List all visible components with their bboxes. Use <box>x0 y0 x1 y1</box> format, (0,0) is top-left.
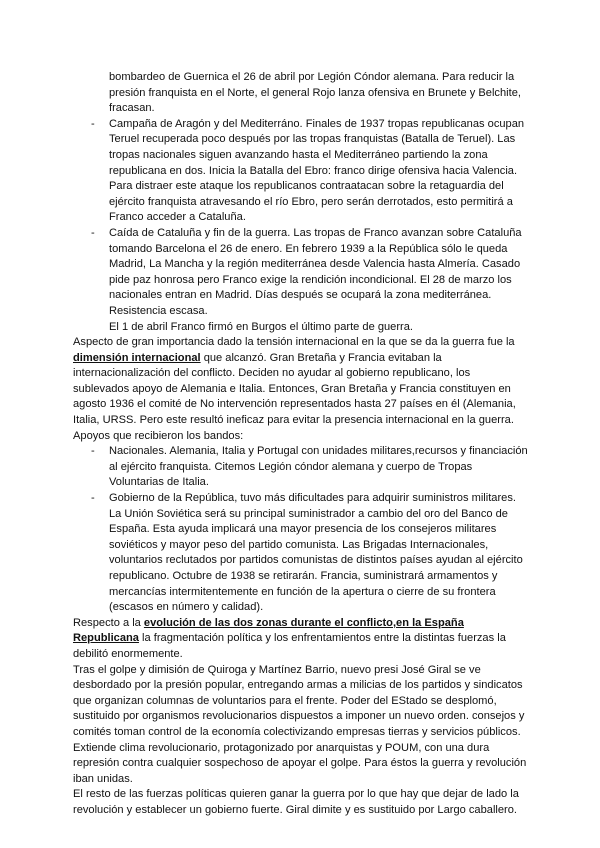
republic-highlight: evolución de las dos zonas durante el conflicto,en la España Republicana <box>73 616 464 645</box>
document-body <box>73 70 528 819</box>
republic-text-pre: Respecto a la <box>73 616 144 629</box>
dash-bullet: - <box>91 445 95 458</box>
dash-bullet: - <box>91 226 95 239</box>
end-note: El 1 de abril Franco firmó en Burgos el último parte de guerra. <box>109 320 413 333</box>
list-item <box>73 444 528 491</box>
supports-list <box>73 444 528 616</box>
list-item <box>73 226 528 320</box>
republic-text-post: la fragmentación política y los enfrentamientos entre la distintas fuerzas la debilitó enormemente. <box>73 632 506 660</box>
list-item-text: Caída de Cataluña y fin de la guerra. Las tropas de Franco avanzan sobre Cataluña tomando Barcelona el 26 de enero. En febrero 1939 a la República sólo le queda Madrid, La Mancha y la región mediterránea desde Valencia hasta Almería. Casado pide paz honrosa pero Franco exige la rendición incondicional. El 28 de marzo los nacionales entran en Madrid. Días después se ocupará la zona mediterránea. Resistencia escasa. <box>109 226 522 317</box>
largo-caballero-paragraph: El resto de las fuerzas políticas quieren ganar la guerra por lo que hay que dejar de lado la revolución y establecer un gobierno fuerte. Giral dimite y es sustituido por Largo caballero. <box>73 788 519 816</box>
list-item <box>73 117 528 226</box>
international-text-pre: Aspecto de gran importancia dado la tensión internacional en la que se da la guerra fue la <box>73 336 515 349</box>
list-item-text: Gobierno de la República, tuvo más dificultades para adquirir suministros militares. La Unión Soviética será su principal suministrador a cambio del oro del Banco de España. Esta ayuda implicará una mayor presencia de los consejeros militares soviéticos y mayor peso del partido comunista. Las Brigadas Internacionales, voluntarios reclutados por partidos comunistas de distintos países ayudan al ejército republicano. Octubre de 1938 se retirarán. Francia, suministrará armamentos y mercancías intermitentemente en función de la apertura o cierre de su frontera (escasos en número y calidad). <box>109 492 523 614</box>
list-item <box>73 491 528 616</box>
war-phases-list <box>73 117 528 320</box>
list-item-text: Campaña de Aragón y del Mediterráno. Finales de 1937 tropas republicanas ocupan Teruel recuperada poco después por las tropas franquistas (Batalla de Teruel). Las tropas nacionales siguen avanzando hasta el Mediterráneo partiendo la zona republicana en dos. Inicia la Batalla del Ebro: franco dirige ofensiva hacia Valencia. Para distraer este ataque los republicanos contraatacan sobre la retaguardia del ejército franquista atravesando el río Ebro, pero serán derrotados, esto permitirá a Franco acceder a Cataluña. <box>109 117 525 224</box>
international-text-post: que alcanzó. Gran Bretaña y Francia evitaban la internacionalización del conflicto. Deciden no ayudar al gobierno republicano, los sublevados apoyo de Alemania e Italia. Entonces, Gran Bretaña y Francia constituyen en agosto 1936 el comité de No intervención representados hasta 27 países en él (Alemania, Italia, URSS. Pero este resultó ineficaz para evitar la presencia internacional en la guerra. <box>73 351 516 427</box>
dash-bullet: - <box>91 492 95 505</box>
list-item-text: Nacionales. Alemania, Italia y Portugal con unidades militares,recursos y financiación al ejército franquista. Citemos Legión cóndor alemana y cuerpo de Tropas Voluntarias de Italia. <box>109 445 528 489</box>
international-highlight: dimensión internacional <box>73 351 201 364</box>
giral-paragraph: Tras el golpe y dimisión de Quiroga y Martínez Barrio, nuevo presi José Giral se ve desbordado por la presión popular, entregando armas a milicias de los partidos y sindicatos que organizan columnas de voluntarios para el frente. Poder del EStado se desplomó, sustituido por organismos revolucionarios dispuestos a imponer un nuevo orden. consejos y comités toman control de la economía colectivizando empresas tierras y servicios públicos. Extiende clima revolucionario, protagonizado por anarquistas y POUM, con una dura represión contra cualquier sospechoso de apoyar el golpe. Para éstos la guerra y revolución iban unidas. <box>73 663 527 785</box>
republic-evolution-paragraph <box>73 616 528 663</box>
dash-bullet: - <box>91 117 95 130</box>
international-paragraph <box>73 335 528 429</box>
supports-heading: Apoyos que recibieron los bandos: <box>73 429 244 442</box>
intro-continuation: bombardeo de Guernica el 26 de abril por Legión Cóndor alemana. Para reducir la presión franquista en el Norte, el general Rojo lanza ofensiva en Brunete y Belchite, fracasan. <box>109 71 521 115</box>
